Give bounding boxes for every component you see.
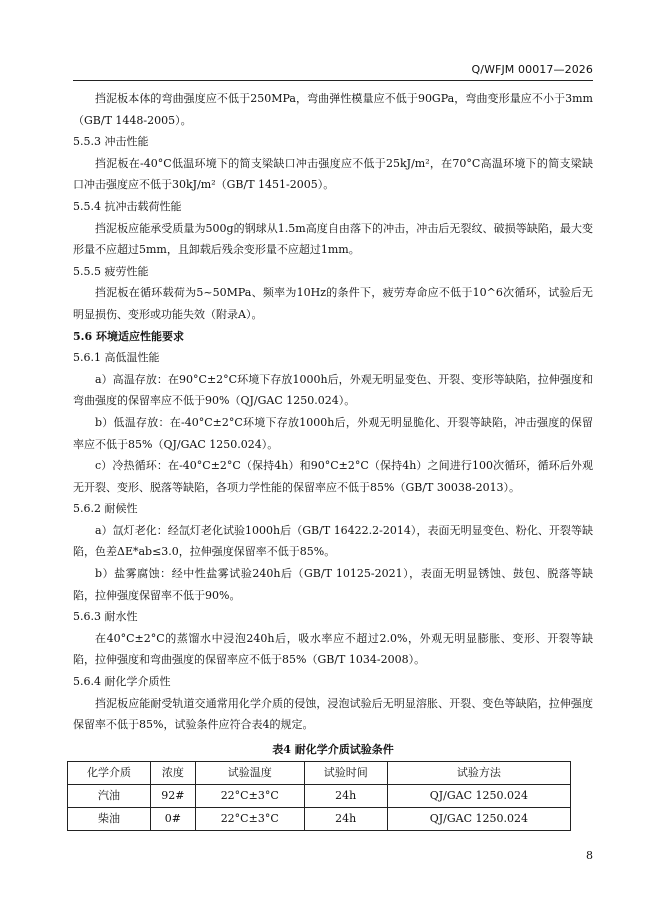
paragraph: c）冷热循环：在-40°C±2°C（保持4h）和90°C±2°C（保持4h）之间进行100次循环，循环后外观无开裂、变形、脱落等缺陷，各项力学性能的保留率应不低于85%（GB/T 30038-2013）。 xyxy=(73,459,593,494)
section-heading: 5.5.5 疲劳性能 xyxy=(73,264,149,278)
page-content xyxy=(73,88,593,831)
section-heading: 5.6.3 耐水性 xyxy=(73,610,138,624)
section-heading: 5.5.4 抗冲击载荷性能 xyxy=(73,199,182,213)
table-cell: 24h xyxy=(304,807,387,830)
table-header-row xyxy=(68,761,571,784)
table-header-cell: 试验温度 xyxy=(195,761,304,784)
paragraph: b）盐雾腐蚀：经中性盐雾试验240h后（GB/T 10125-2021），表面无明显锈蚀、鼓包、脱落等缺陷，拉伸强度保留率不低于90%。 xyxy=(73,567,593,602)
table-header-cell: 化学介质 xyxy=(68,761,151,784)
paragraph: 挡泥板在-40°C低温环境下的简支梁缺口冲击强度应不低于25kJ/m²，在70°C高温环境下的简支梁缺口冲击强度应不低于30kJ/m²（GB/T 1451-2005）。 xyxy=(73,156,593,192)
table-row xyxy=(68,784,571,807)
table-cell: 22°C±3°C xyxy=(195,784,304,807)
paragraph: a）高温存放：在90°C±2°C环境下存放1000h后，外观无明显变色、开裂、变形等缺陷，拉伸强度和弯曲强度的保留率应不低于90%（QJ/GAC 1250.024）。 xyxy=(73,372,593,408)
paragraph: a）氙灯老化：经氙灯老化试验1000h后（GB/T 16422.2-2014），表面无明显变色、粉化、开裂等缺陷，色差ΔE*ab≤3.0，拉伸强度保留率不低于85%。 xyxy=(73,523,593,559)
paragraph: 在40°C±2°C的蒸馏水中浸泡240h后，吸水率应不超过2.0%，外观无明显膨胀、变形、开裂等缺陷，拉伸强度和弯曲强度的保留率应不低于85%（GB/T 1034-2008）。 xyxy=(73,631,593,667)
paragraph: 挡泥板在循环载荷为5~50MPa、频率为10Hz的条件下，疲劳寿命应不低于10^6次循环，试验后无明显损伤、变形或功能失效（附录A）。 xyxy=(73,286,593,321)
table-cell: 22°C±3°C xyxy=(195,807,304,830)
section-heading-bold: 5.6 环境适应性能要求 xyxy=(73,329,184,343)
document-code: Q/WFJM 00017—2026 xyxy=(471,63,593,76)
table-cell: 柴油 xyxy=(68,807,151,830)
table-caption: 表4 耐化学介质试验条件 xyxy=(272,742,394,756)
table-header-cell: 试验时间 xyxy=(304,761,387,784)
table-cell: 汽油 xyxy=(68,784,151,807)
chemical-media-table xyxy=(67,761,571,831)
table-header-cell: 浓度 xyxy=(151,761,196,784)
table-row xyxy=(68,807,571,830)
paragraph: 挡泥板应能耐受轨道交通常用化学介质的侵蚀，浸泡试验后无明显溶胀、开裂、变色等缺陷，拉伸强度保留率不低于85%，试验条件应符合表4的规定。 xyxy=(73,696,593,732)
table-header-cell: 试验方法 xyxy=(387,761,570,784)
paragraph: 挡泥板应能承受质量为500g的钢球从1.5m高度自由落下的冲击，冲击后无裂纹、破损等缺陷，最大变形量不应超过5mm，且卸载后残余变形量不应超过1mm。 xyxy=(73,221,593,257)
paragraph: 挡泥板本体的弯曲强度应不低于250MPa，弯曲弹性模量应不低于90GPa，弯曲变形量应不小于3mm（GB/T 1448-2005）。 xyxy=(73,92,593,127)
section-heading: 5.6.4 耐化学介质性 xyxy=(73,675,171,689)
table-cell: 0# xyxy=(151,807,196,830)
header-divider xyxy=(73,80,593,81)
section-heading: 5.6.2 耐候性 xyxy=(73,502,138,516)
page-number: 8 xyxy=(586,849,593,862)
section-heading: 5.5.3 冲击性能 xyxy=(73,135,149,149)
table-cell: QJ/GAC 1250.024 xyxy=(387,807,570,830)
paragraph: b）低温存放：在-40°C±2°C环境下存放1000h后，外观无明显脆化、开裂等缺陷，冲击强度的保留率应不低于85%（QJ/GAC 1250.024）。 xyxy=(73,415,593,451)
section-heading: 5.6.1 高低温性能 xyxy=(73,351,160,365)
table-cell: QJ/GAC 1250.024 xyxy=(387,784,570,807)
table-cell: 24h xyxy=(304,784,387,807)
table-cell: 92# xyxy=(151,784,196,807)
